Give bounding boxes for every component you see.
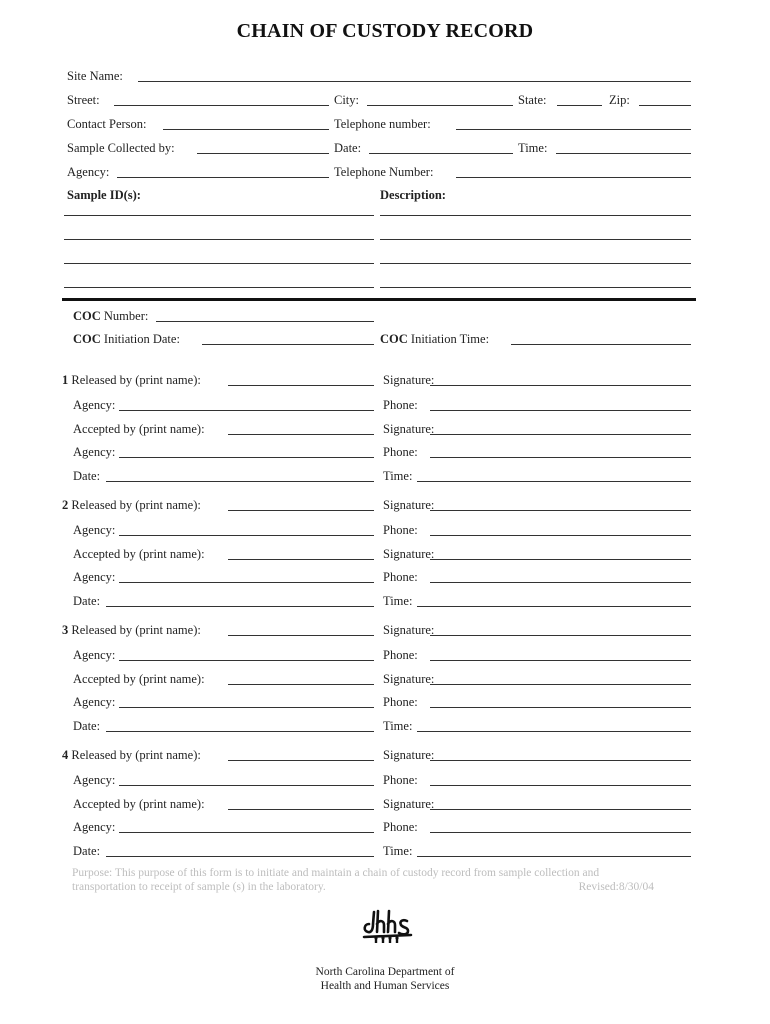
street-label: Street: bbox=[67, 93, 100, 107]
time-label: Time: bbox=[518, 141, 548, 155]
sample-id-field[interactable] bbox=[64, 274, 374, 288]
time-field[interactable] bbox=[417, 843, 691, 857]
signature-label: Signature: bbox=[383, 373, 435, 387]
agency-field[interactable] bbox=[117, 164, 329, 178]
time-label: Time: bbox=[383, 719, 413, 733]
phone-label: Phone: bbox=[383, 398, 418, 412]
description-field[interactable] bbox=[380, 226, 691, 240]
released-by-field[interactable] bbox=[228, 747, 374, 761]
zip-label: Zip: bbox=[609, 93, 630, 107]
sample-collected-by-label: Sample Collected by: bbox=[67, 141, 175, 155]
agency-label: Agency: bbox=[67, 165, 110, 179]
street-field[interactable] bbox=[114, 92, 329, 106]
phone-label: Phone: bbox=[383, 570, 418, 584]
date-label: Date: bbox=[73, 844, 101, 858]
coc-initiation-date-field[interactable] bbox=[202, 331, 374, 345]
description-heading: Description: bbox=[380, 188, 446, 202]
agency-label: Agency: bbox=[73, 695, 116, 709]
city-label: City: bbox=[334, 93, 360, 107]
section-divider bbox=[62, 298, 696, 301]
date-label: Date: bbox=[334, 141, 362, 155]
signature-label: Signature: bbox=[383, 498, 435, 512]
site-name-label: Site Name: bbox=[67, 69, 123, 83]
signature-label: Signature: bbox=[383, 748, 435, 762]
description-field[interactable] bbox=[380, 250, 691, 264]
coc-initiation-time-field[interactable] bbox=[511, 331, 691, 345]
date-label: Date: bbox=[73, 469, 101, 483]
footer-line-1: North Carolina Department of bbox=[315, 966, 455, 978]
site-name-field[interactable] bbox=[138, 68, 691, 82]
footer-line-2: Health and Human Services bbox=[320, 980, 450, 992]
phone-field[interactable] bbox=[430, 772, 691, 786]
phone-field[interactable] bbox=[430, 444, 691, 458]
description-field[interactable] bbox=[380, 202, 691, 216]
agency-field[interactable] bbox=[119, 647, 374, 661]
date-field[interactable] bbox=[106, 718, 374, 732]
telephone-number-upper-field[interactable] bbox=[456, 164, 691, 178]
coc-initiation-time-label: COC Initiation Time: bbox=[380, 332, 490, 346]
agency-label: Agency: bbox=[73, 570, 116, 584]
time-label: Time: bbox=[383, 844, 413, 858]
signature-field[interactable] bbox=[430, 372, 691, 386]
telephone-number-field[interactable] bbox=[456, 116, 691, 130]
phone-label: Phone: bbox=[383, 773, 418, 787]
phone-label: Phone: bbox=[383, 820, 418, 834]
date-label: Date: bbox=[73, 719, 101, 733]
phone-label: Phone: bbox=[383, 523, 418, 537]
time-label: Time: bbox=[383, 469, 413, 483]
released-by-field[interactable] bbox=[228, 497, 374, 511]
agency-field[interactable] bbox=[119, 819, 374, 833]
signature-field[interactable] bbox=[430, 671, 691, 685]
phone-label: Phone: bbox=[383, 445, 418, 459]
released-by-label: 2 Released by (print name): bbox=[62, 498, 201, 512]
signature-label: Signature: bbox=[383, 547, 435, 561]
signature-field[interactable] bbox=[430, 546, 691, 560]
date-field[interactable] bbox=[106, 468, 374, 482]
agency-label: Agency: bbox=[73, 445, 116, 459]
purpose-note bbox=[72, 866, 662, 894]
contact-person-label: Contact Person: bbox=[67, 117, 147, 131]
date-label: Date: bbox=[73, 594, 101, 608]
released-by-label: 4 Released by (print name): bbox=[62, 748, 201, 762]
time-field[interactable] bbox=[417, 718, 691, 732]
phone-field[interactable] bbox=[430, 694, 691, 708]
sample-id-field[interactable] bbox=[64, 202, 374, 216]
phone-field[interactable] bbox=[430, 569, 691, 583]
agency-label: Agency: bbox=[73, 523, 116, 537]
agency-label: Agency: bbox=[73, 820, 116, 834]
date-field[interactable] bbox=[106, 843, 374, 857]
accepted-by-field[interactable] bbox=[228, 421, 374, 435]
transfer-number: 2 bbox=[62, 498, 69, 512]
time-field[interactable] bbox=[417, 468, 691, 482]
purpose-text: Purpose: This purpose of this form is to initiate and maintain a chain of custody record from sample collection and transportation to receipt of sample (s) in the laboratory. bbox=[72, 867, 600, 893]
agency-field[interactable] bbox=[119, 444, 374, 458]
released-by-field[interactable] bbox=[228, 622, 374, 636]
sample-collected-by-field[interactable] bbox=[197, 140, 329, 154]
phone-label: Phone: bbox=[383, 695, 418, 709]
accepted-by-field[interactable] bbox=[228, 796, 374, 810]
coc-number-label: COC Number: bbox=[73, 309, 149, 323]
released-by-field[interactable] bbox=[228, 372, 374, 386]
time-field[interactable] bbox=[556, 140, 691, 154]
city-field[interactable] bbox=[367, 92, 513, 106]
dhhs-logo bbox=[361, 906, 421, 944]
agency-label: Agency: bbox=[73, 648, 116, 662]
time-label: Time: bbox=[383, 594, 413, 608]
time-field[interactable] bbox=[417, 593, 691, 607]
agency-label: Agency: bbox=[73, 773, 116, 787]
signature-field[interactable] bbox=[430, 622, 691, 636]
transfer-number: 3 bbox=[62, 623, 69, 637]
sample-ids-heading: Sample ID(s): bbox=[67, 188, 141, 202]
page-title: CHAIN OF CUSTODY RECORD bbox=[236, 20, 534, 42]
transfer-number: 1 bbox=[62, 373, 69, 387]
accepted-by-label: Accepted by (print name): bbox=[73, 797, 205, 811]
coc-number-field[interactable] bbox=[156, 308, 374, 322]
released-by-label: 3 Released by (print name): bbox=[62, 623, 201, 637]
signature-label: Signature: bbox=[383, 797, 435, 811]
transfer-number: 4 bbox=[62, 748, 69, 762]
accepted-by-field[interactable] bbox=[228, 671, 374, 685]
released-by-label: 1 Released by (print name): bbox=[62, 373, 201, 387]
signature-field[interactable] bbox=[430, 497, 691, 511]
coc-initiation-date-label: COC Initiation Date: bbox=[73, 332, 180, 346]
zip-field[interactable] bbox=[639, 92, 691, 106]
phone-field[interactable] bbox=[430, 522, 691, 536]
date-field[interactable] bbox=[369, 140, 513, 154]
agency-field[interactable] bbox=[119, 522, 374, 536]
phone-label: Phone: bbox=[383, 648, 418, 662]
description-field[interactable] bbox=[380, 274, 691, 288]
telephone-number-label: Telephone number: bbox=[334, 117, 431, 131]
accepted-by-label: Accepted by (print name): bbox=[73, 672, 205, 686]
state-label: State: bbox=[518, 93, 547, 107]
agency-label: Agency: bbox=[73, 398, 116, 412]
signature-field[interactable] bbox=[430, 747, 691, 761]
agency-field[interactable] bbox=[119, 694, 374, 708]
accepted-by-label: Accepted by (print name): bbox=[73, 547, 205, 561]
agency-field[interactable] bbox=[119, 569, 374, 583]
sample-id-field[interactable] bbox=[64, 250, 374, 264]
signature-field[interactable] bbox=[430, 796, 691, 810]
signature-label: Signature: bbox=[383, 623, 435, 637]
accepted-by-label: Accepted by (print name): bbox=[73, 422, 205, 436]
phone-field[interactable] bbox=[430, 647, 691, 661]
telephone-number-upper-label: Telephone Number: bbox=[334, 165, 434, 179]
accepted-by-field[interactable] bbox=[228, 546, 374, 560]
contact-person-field[interactable] bbox=[163, 116, 329, 130]
phone-field[interactable] bbox=[430, 397, 691, 411]
agency-field[interactable] bbox=[119, 397, 374, 411]
signature-label: Signature: bbox=[383, 422, 435, 436]
date-field[interactable] bbox=[106, 593, 374, 607]
signature-label: Signature: bbox=[383, 672, 435, 686]
signature-field[interactable] bbox=[430, 421, 691, 435]
phone-field[interactable] bbox=[430, 819, 691, 833]
agency-field[interactable] bbox=[119, 772, 374, 786]
revised-date: Revised:8/30/04 bbox=[578, 881, 654, 893]
state-field[interactable] bbox=[557, 92, 602, 106]
sample-id-field[interactable] bbox=[64, 226, 374, 240]
